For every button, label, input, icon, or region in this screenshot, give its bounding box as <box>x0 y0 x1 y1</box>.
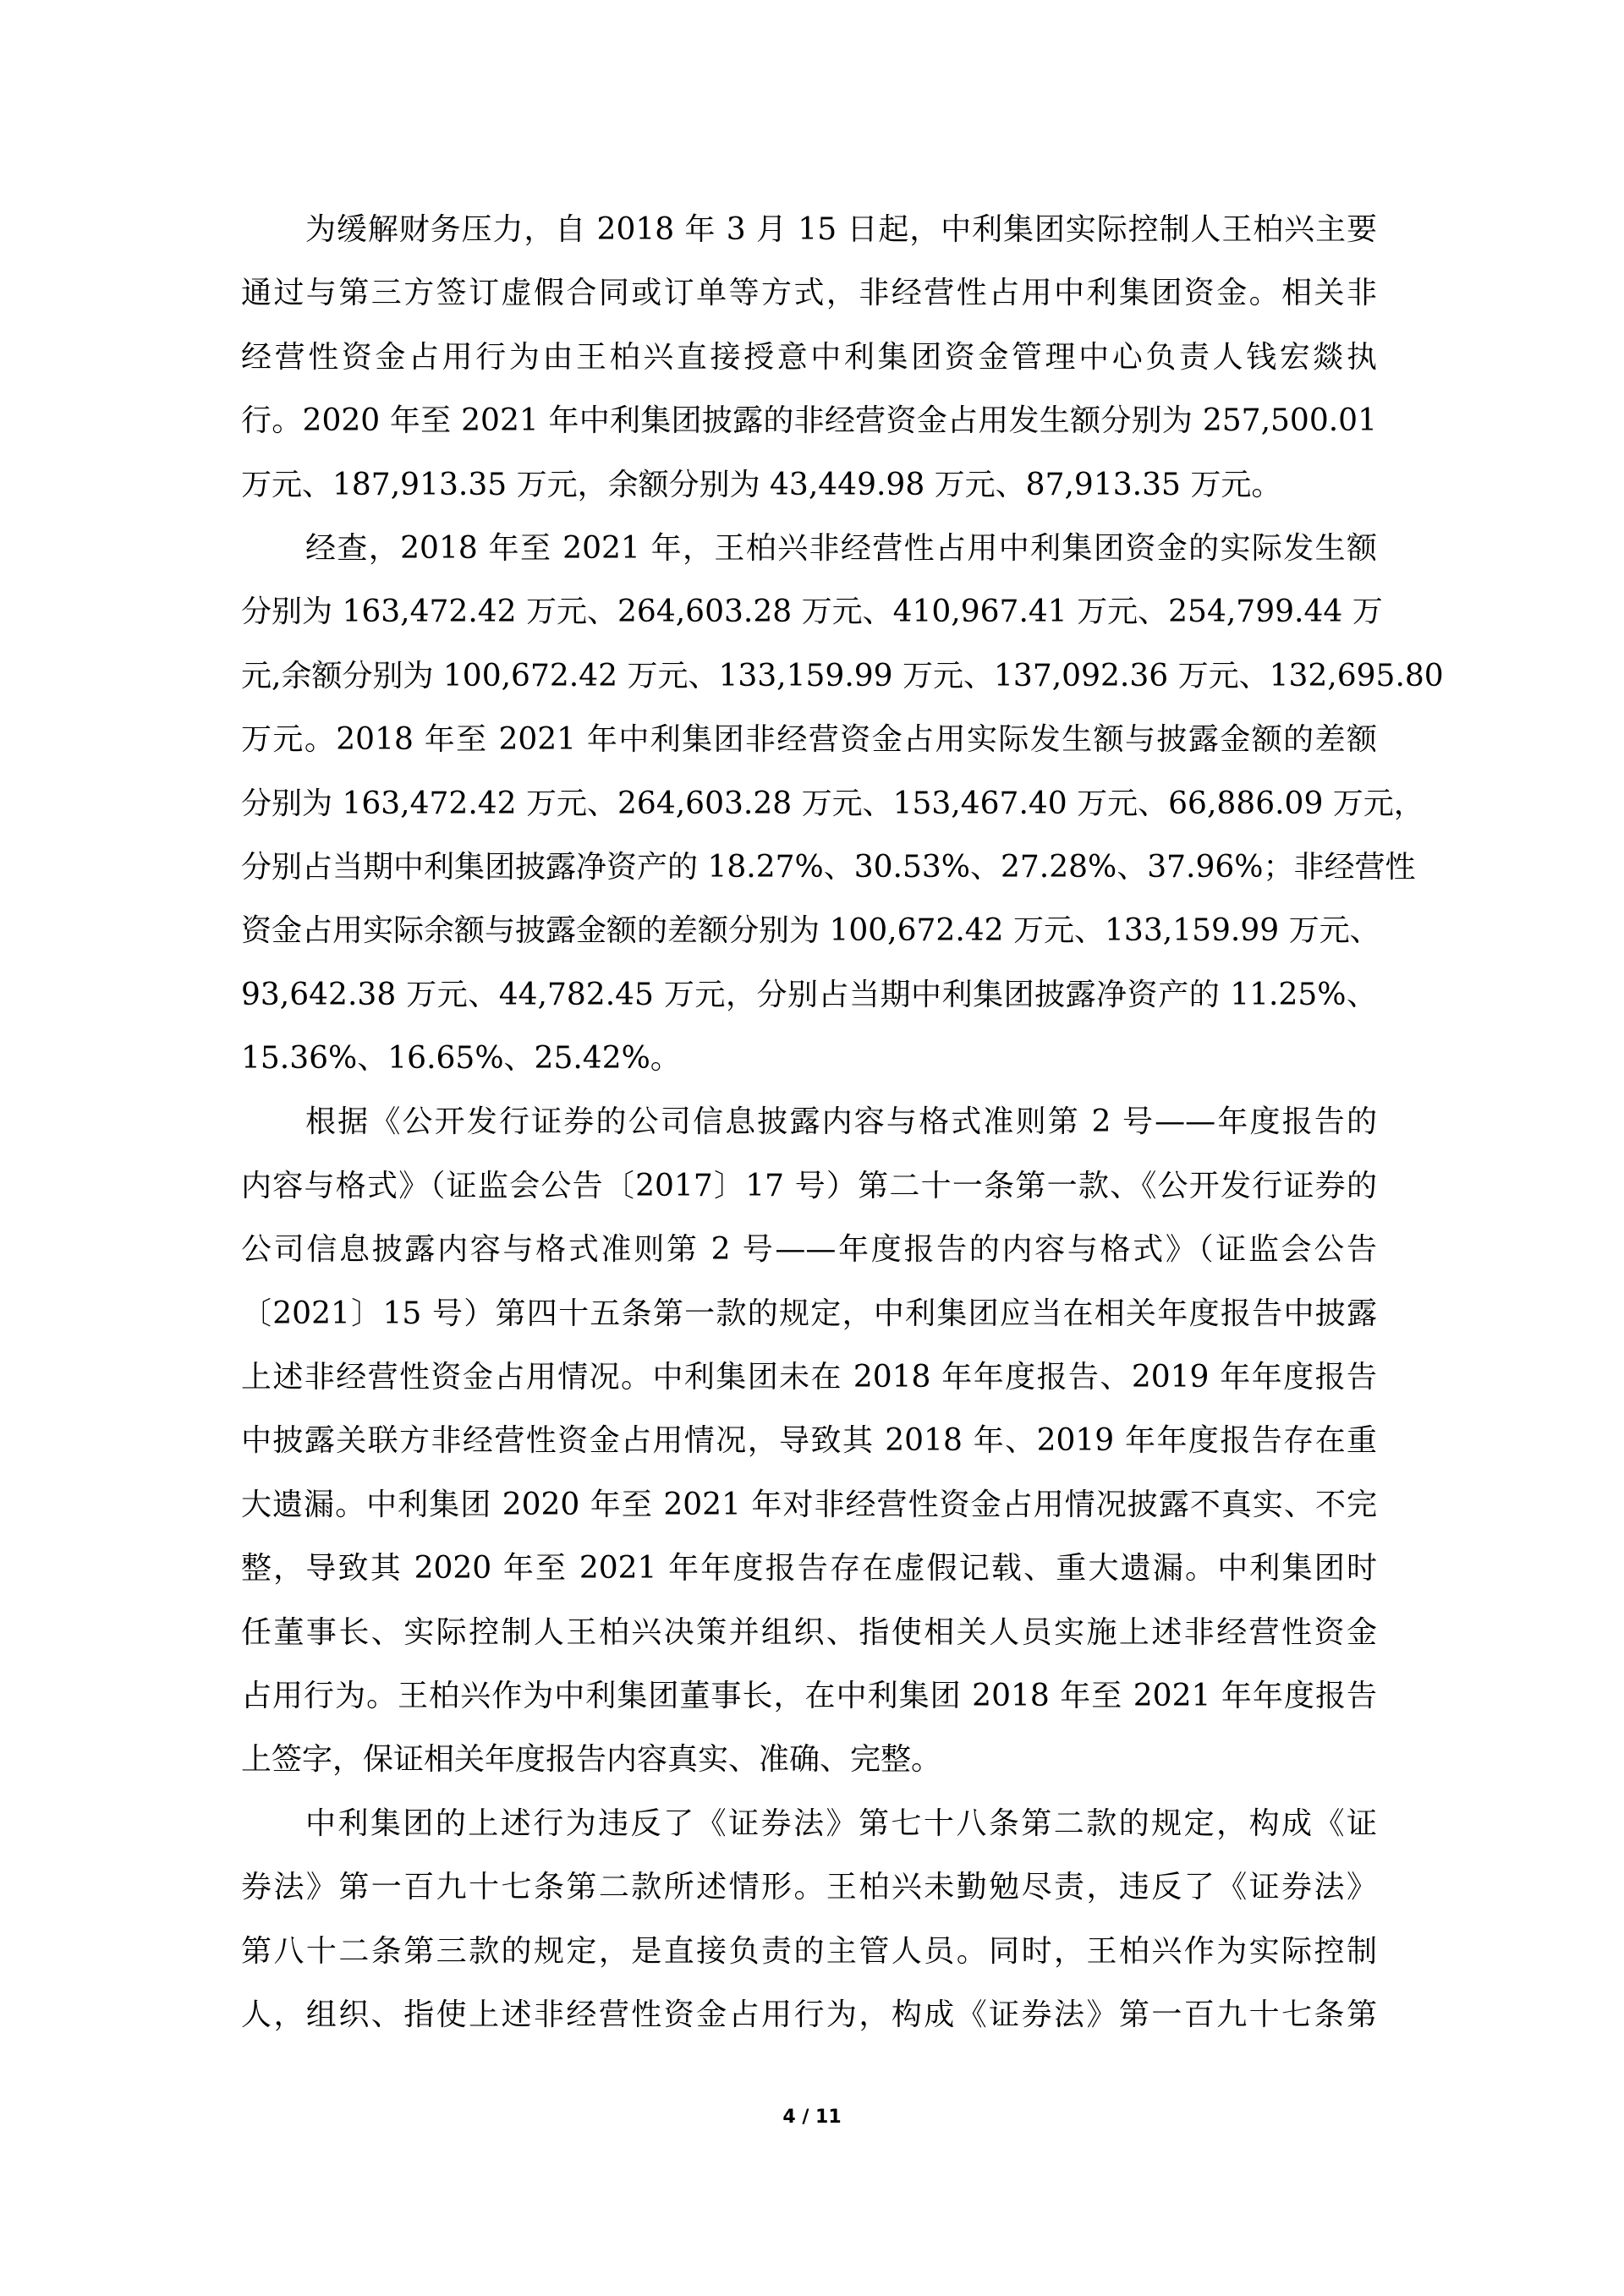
text-line: 万元、187,913.35 万元，余额分别为 43,449.98 万元、87,913.35 万元。 <box>241 467 1282 502</box>
text-line: 内容与格式》（证监会公告〔2017〕17 号）第二十一条第一款、《公开发行证券的 <box>241 1168 1377 1203</box>
text-line: 93,642.38 万元、44,782.45 万元，分别占当期中利集团披露净资产的 11.25%、 <box>241 977 1377 1012</box>
paragraph-legal-basis <box>241 1090 1377 1791</box>
text-line: 15.36%、16.65%、25.42%。 <box>241 1041 681 1077</box>
text-line: 经查，2018 年至 2021 年，王柏兴非经营性占用中利集团资金的实际发生额 <box>305 530 1377 566</box>
text-line: 券法》第一百九十七条第二款所述情形。王柏兴未勤勉尽责，违反了《证券法》 <box>241 1870 1377 1905</box>
text-line: 公司信息披露内容与格式准则第 2 号——年度报告的内容与格式》（证监会公告 <box>241 1232 1377 1268</box>
text-line: 中披露关联方非经营性资金占用情况，导致其 2018 年、2019 年年度报告存在重 <box>241 1423 1377 1459</box>
text-line: 整，导致其 2020 年至 2021 年年度报告存在虚假记载、重大遗漏。中利集团时 <box>241 1551 1377 1586</box>
text-line: 资金占用实际余额与披露金额的差额分别为 100,672.42 万元、133,159.99 万元、 <box>241 913 1380 949</box>
text-line: 万元。2018 年至 2021 年中利集团非经营资金占用实际发生额与披露金额的差额 <box>241 722 1377 758</box>
text-line: 通过与第三方签订虚假合同或订单等方式，非经营性占用中利集团资金。相关非 <box>241 276 1377 311</box>
text-line: 中利集团的上述行为违反了《证券法》第七十八条第二款的规定，构成《证 <box>305 1806 1377 1841</box>
text-line: 经营性资金占用行为由王柏兴直接授意中利集团资金管理中心负责人钱宏燚执 <box>241 339 1377 375</box>
text-line: 分别为 163,472.42 万元、264,603.28 万元、153,467.40 万元、66,886.09 万元， <box>241 786 1424 821</box>
text-line: 〔2021〕15 号）第四十五条第一款的规定，中利集团应当在相关年度报告中披露 <box>241 1296 1377 1331</box>
text-line: 上签字，保证相关年度报告内容真实、准确、完整。 <box>241 1742 942 1778</box>
paragraph-investigation-findings <box>241 517 1444 1091</box>
page-number: 4 / 11 <box>782 2107 842 2128</box>
text-line: 人，组织、指使上述非经营性资金占用行为，构成《证券法》第一百九十七条第 <box>241 1997 1377 2032</box>
text-line: 分别占当期中利集团披露净资产的 18.27%、30.53%、27.28%、37.96%；非经营性 <box>241 849 1416 885</box>
text-line: 元,余额分别为 100,672.42 万元、133,159.99 万元、137,092.36 万元、132,695.80 <box>241 658 1444 693</box>
text-line: 分别为 163,472.42 万元、264,603.28 万元、410,967.41 万元、254,799.44 万 <box>241 595 1383 630</box>
text-line: 大遗漏。中利集团 2020 年至 2021 年对非经营性资金占用情况披露不真实、不完 <box>241 1487 1377 1522</box>
paragraph-violation-conclusion <box>241 1792 1377 2047</box>
text-line: 占用行为。王柏兴作为中利集团董事长，在中利集团 2018 年至 2021 年年度报告 <box>241 1678 1377 1713</box>
text-line: 行。2020 年至 2021 年中利集团披露的非经营资金占用发生额分别为 257,500.01 <box>241 403 1377 439</box>
text-line: 根据《公开发行证券的公司信息披露内容与格式准则第 2 号——年度报告的 <box>305 1104 1377 1140</box>
text-line: 上述非经营性资金占用情况。中利集团未在 2018 年年度报告、2019 年年度报告 <box>241 1360 1377 1395</box>
document-body <box>241 198 1444 2047</box>
text-line: 第八十二条第三款的规定，是直接负责的主管人员。同时，王柏兴作为实际控制 <box>241 1933 1377 1969</box>
paragraph-fund-occupation <box>241 198 1377 517</box>
text-line: 任董事长、实际控制人王柏兴决策并组织、指使相关人员实施上述非经营性资金 <box>241 1614 1377 1650</box>
text-line: 为缓解财务压力，自 2018 年 3 月 15 日起，中利集团实际控制人王柏兴主要 <box>305 212 1377 247</box>
